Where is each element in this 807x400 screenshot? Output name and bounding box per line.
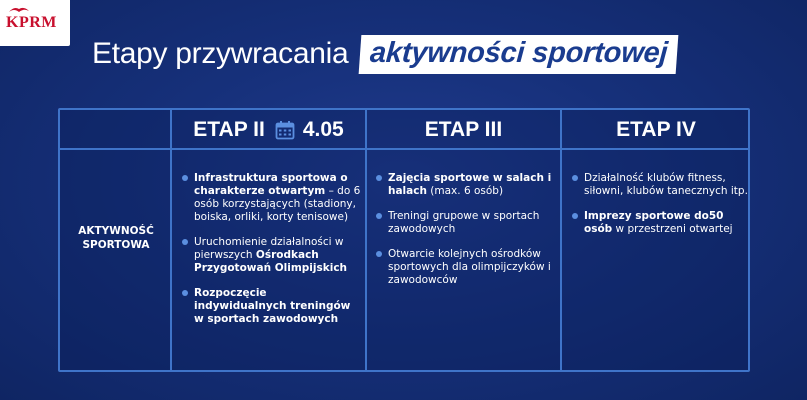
column-header-etap-4 — [562, 116, 750, 144]
bullet-icon — [376, 251, 382, 257]
row-label-line-2: SPORTOWA — [82, 239, 150, 251]
etap-4-items — [572, 172, 748, 248]
bullet-icon — [572, 175, 578, 181]
item-bold-text: Ośrodkach Przygotowań Olimpijskich — [194, 249, 348, 274]
list-item — [376, 248, 558, 287]
bullet-icon — [182, 175, 188, 181]
etap-3-label: ETAP III — [424, 118, 503, 141]
title-highlight: aktywności sportowej — [359, 35, 679, 74]
row-label-line-1: AKTYWNOŚĆ — [78, 225, 154, 237]
logo-text: KPRM — [6, 14, 57, 31]
list-item — [572, 210, 748, 236]
column-divider — [560, 110, 562, 372]
list-item — [376, 172, 558, 198]
etap-2-items — [182, 172, 362, 338]
item-text: Działalność klubów fitness, siłowni, klubów tanecznych itp. — [584, 172, 748, 197]
list-item — [182, 236, 362, 275]
stages-table — [58, 108, 750, 372]
item-text: – do 6 osób korzystających (stadiony, boiska, orliki, korty tenisowe) — [194, 185, 361, 223]
list-item — [572, 172, 748, 198]
item-text: Otwarcie kolejnych ośrodków sportowych dla olimpijczyków i zawodowców — [388, 248, 551, 286]
bullet-icon — [376, 213, 382, 219]
title-plain: Etapy przywracania — [92, 37, 349, 70]
column-header-etap-2 — [172, 116, 365, 144]
column-header-etap-3 — [367, 116, 560, 144]
column-divider — [170, 110, 172, 372]
item-bold-text: Imprezy sportowe do50 osób — [584, 210, 724, 235]
item-bold-text: Zajęcia sportowe w salach i halach — [388, 172, 552, 197]
item-text: w przestrzeni otwartej — [612, 223, 733, 235]
item-text: (max. 6 osób) — [426, 185, 504, 197]
item-bold-text: Infrastruktura sportowa o charakterze otwartym — [194, 172, 348, 197]
bullet-icon — [376, 175, 382, 181]
list-item — [182, 287, 362, 326]
bullet-icon — [182, 239, 188, 245]
etap-4-label: ETAP IV — [616, 118, 696, 141]
item-text: Treningi grupowe w sportach zawodowych — [388, 210, 540, 235]
list-item — [376, 210, 558, 236]
kprm-logo — [0, 0, 70, 46]
calendar-icon — [275, 120, 295, 140]
page-title — [92, 30, 678, 78]
etap-2-date: 4.05 — [302, 118, 344, 141]
list-item — [182, 172, 362, 224]
etap-3-items — [376, 172, 558, 299]
bullet-icon — [182, 290, 188, 296]
column-divider — [365, 110, 367, 372]
item-bold-text: Rozpoczęcie indywidualnych treningów w sportach zawodowych — [194, 287, 351, 325]
etap-2-label: ETAP II — [193, 118, 265, 141]
bullet-icon — [572, 213, 578, 219]
row-label-sport-activity — [64, 224, 168, 252]
item-text: Uruchomienie działalności w pierwszych — [194, 236, 344, 261]
